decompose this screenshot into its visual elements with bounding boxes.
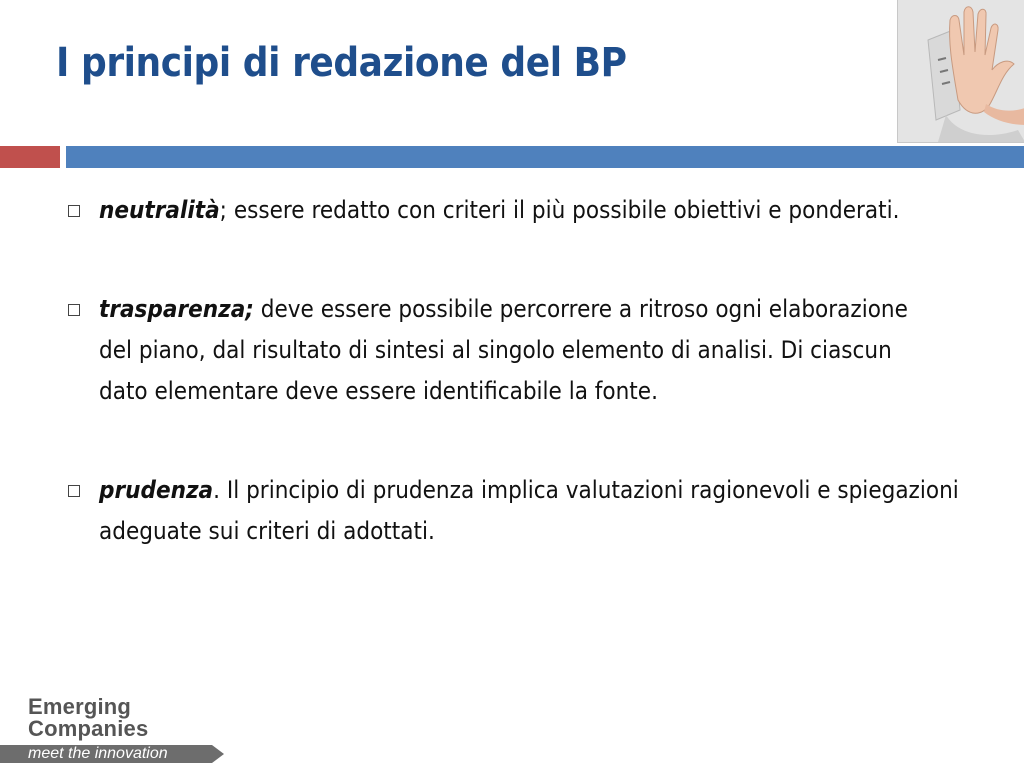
company-logo <box>0 690 240 768</box>
accent-bar-blue <box>66 146 1024 168</box>
bullet-body: deve essere possibile percorrere a ritroso ogni elaborazione del piano, dal risultato di sintesi al singolo elemento di analisi. Di ciascun dato elementare deve essere identificabile la fonte. <box>99 295 908 405</box>
tagline-arrow-icon <box>212 745 224 763</box>
slide-title: I principi di redazione del BP <box>56 40 627 86</box>
bullet-text <box>99 470 986 552</box>
bullet-term: prudenza <box>99 476 214 504</box>
hollow-square-bullet-icon <box>68 485 80 497</box>
list-item <box>64 470 984 552</box>
bullet-term: neutralità <box>99 196 220 224</box>
hand-on-glass-icon <box>897 0 1024 143</box>
hollow-square-bullet-icon <box>68 304 80 316</box>
bullet-text <box>99 289 927 412</box>
bullet-body: . Il principio di prudenza implica valutazioni ragionevoli e spiegazioni adeguate sui criteri di adottati. <box>99 476 959 545</box>
bullet-text <box>99 190 963 231</box>
list-item <box>64 190 984 231</box>
logo-line-1: Emerging <box>28 694 132 719</box>
bullet-term: trasparenza; <box>99 295 254 323</box>
logo-tagline: meet the innovation <box>0 745 212 763</box>
logo-line-2: Companies <box>28 716 149 741</box>
list-item <box>64 289 984 412</box>
bullet-body: ; essere redatto con criteri il più possibile obiettivi e ponderati. <box>219 196 900 224</box>
hollow-square-bullet-icon <box>68 205 80 217</box>
accent-bar-red <box>0 146 60 168</box>
bullet-list <box>64 190 984 552</box>
